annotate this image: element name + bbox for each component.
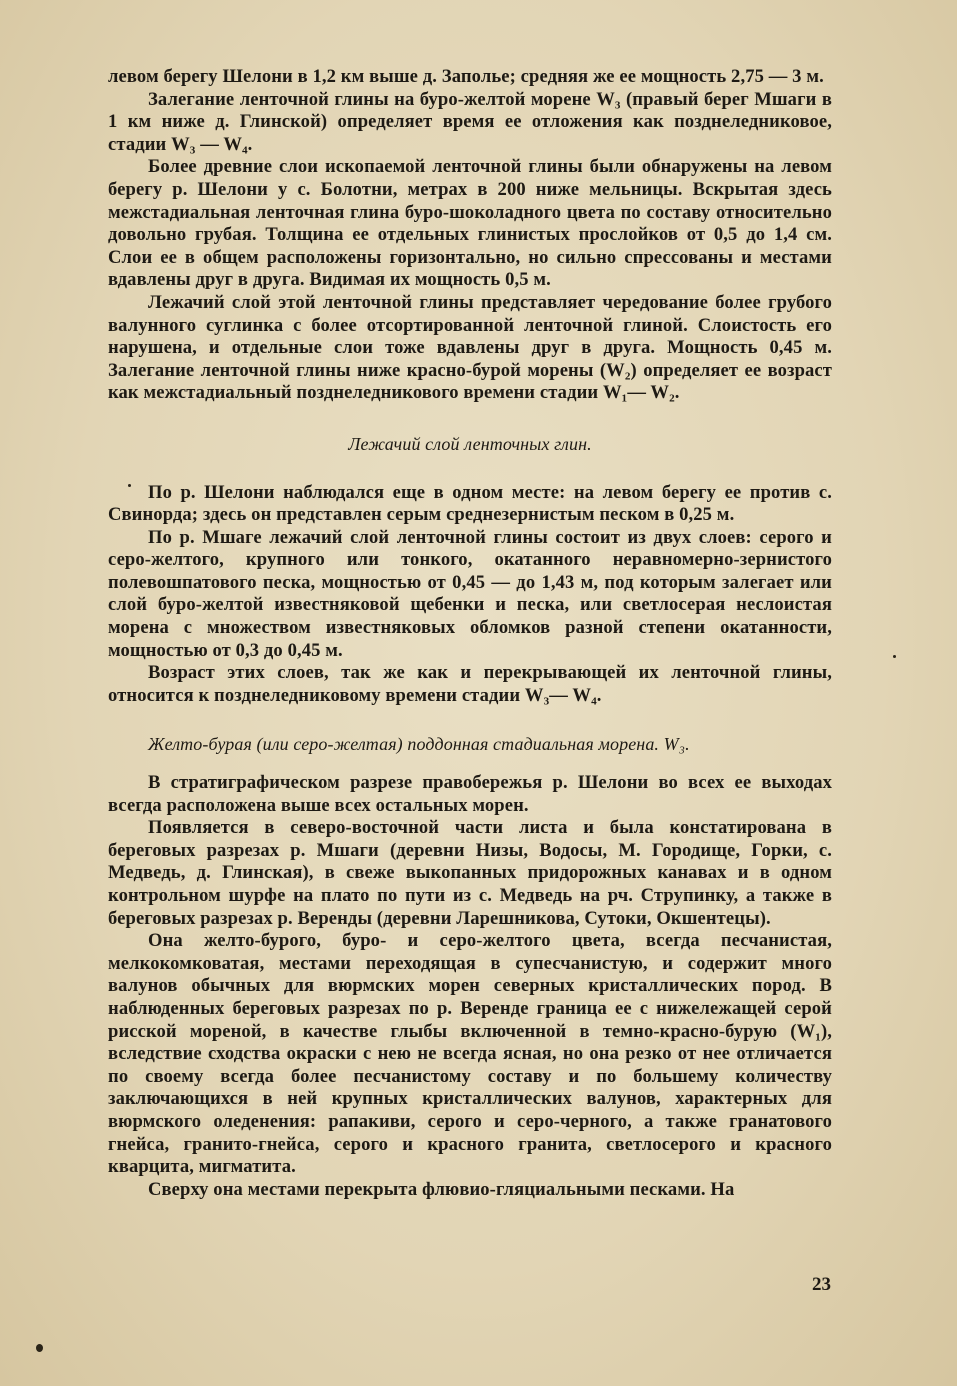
- paragraph: Возраст этих слоев, так же как и перекрывающей их ленточной глины, относится к позднеледниковому времени стадии W₃— W₄.: [108, 662, 832, 706]
- paragraph: Лежачий слой этой ленточной глины представляет чередование более грубого валунного суглинка с более отсортированной ленточной глиной. Слоистость его нарушена, и отдельные слои тоже вдавлены друг в друга. Мощность 0,45 м. Залегание ленточной глины ниже красно-бурой морены (W₂) определяет ее возраст как межстадиальный позднеледникового времени стадии W₁— W₂.: [108, 291, 832, 404]
- section-heading-1: Лежачий слой ленточных глин.: [348, 433, 592, 454]
- section-heading-2: Желто-бурая (или серо-желтая) поддонная стадиальная морена. W₃.: [148, 734, 690, 755]
- paragraph: Более древние слои ископаемой ленточной глины были обнаружены на левом берегу р. Шелони у с. Болотни, метрах в 200 ниже мельницы. Вскрытая здесь межстадиальная ленточная глина буро-шоколадного цвета по составу относительно довольно грубая. Толщина ее отдельных глинистых прослойков от 0,5 до 1,4 см. Слои ее в общем расположены горизонтально, но сильно спрессованы и местами вдавлены друг в друга. Видимая их мощность 0,5 м.: [108, 156, 832, 291]
- paragraph: Сверху она местами перекрыта флювио-гляциальными песками. На: [148, 1178, 735, 1200]
- paragraph: Залегание ленточной глины на буро-желтой морене W₃ (правый берег Мшаги в 1 км ниже д. Глинской) определяет время ее отложения как позднеледниковое, стадии W₃ — W₄.: [108, 88, 832, 155]
- paragraph-group-3: [108, 772, 832, 1201]
- paragraph: Появляется в северо-восточной части листа и была констатирована в береговых разрезах р. Мшаги (деревни Низы, Водосы, М. Городище, Горки, с. Медведь, д. Глинская), в свеже выкопанных придорожных канавах и в одном контрольном шурфе на плато по пути из с. Медведь на рч. Струпинку, а также в береговых разрезах р. Веренды (деревни Ларешникова, Сутоки, Окшентецы).: [108, 817, 832, 929]
- paragraph: В стратиграфическом разрезе правобережья р. Шелони во всех ее выходах всегда расположена выше всех остальных морен.: [108, 772, 832, 816]
- paragraph: левом берегу Шелони в 1,2 км выше д. Заполье; средняя же ее мощность 2,75 — 3 м.: [108, 66, 824, 87]
- page-number: 23: [812, 1274, 831, 1295]
- scan-speck: [893, 655, 896, 658]
- paragraph: Она желто-бурого, буро- и серо-желтого цвета, всегда песчанистая, мелкокомковатая, местами переходящая в супесчанистую, и содержит много валунов обычных для вюрмских морен северных кристаллических пород. В наблюденных береговых разрезах по р. Веренде граница ее с нижележащей серой рисской мореной, в качестве глыбы включенной в темно-красно-бурую (W₁), вследствие сходства окраски с нею не всегда ясная, но она резко от нее отличается по своему всегда более песчанистому составу и по большему количеству заключающихся в ней крупных кристаллических валунов, характерных для вюрмского оледенения: рапакиви, серого и серо-черного, а также гранатового гнейса, гранито-гнейса, серого и красного гранита, светлосерого и красного кварцита, мигматита.: [108, 930, 832, 1178]
- scan-speck: [128, 484, 131, 487]
- paragraph: По р. Мшаге лежачий слой ленточной глины состоит из двух слоев: серого и серо-желтого, крупного или тонкого, окатанного неравномерно-зернистого полевошпатового песка, мощностью от 0,45 — до 1,43 м, под которым залегает или слой буро-желтой известняковой щебенки и песка, или светлосерая неслоистая морена с множеством известняковых обломков разной степени окатанности, мощностью от 0,3 до 0,45 м.: [108, 526, 832, 661]
- paragraph: По р. Шелони наблюдался еще в одном месте: на левом берегу ее против с. Свинорда; здесь он представлен серым среднезернистым песком в 0,25 м.: [108, 481, 832, 526]
- scan-speck: [36, 1344, 43, 1352]
- paragraph-group-1: [108, 66, 832, 405]
- paragraph-group-2: [108, 482, 832, 708]
- body-text: [108, 66, 832, 1201]
